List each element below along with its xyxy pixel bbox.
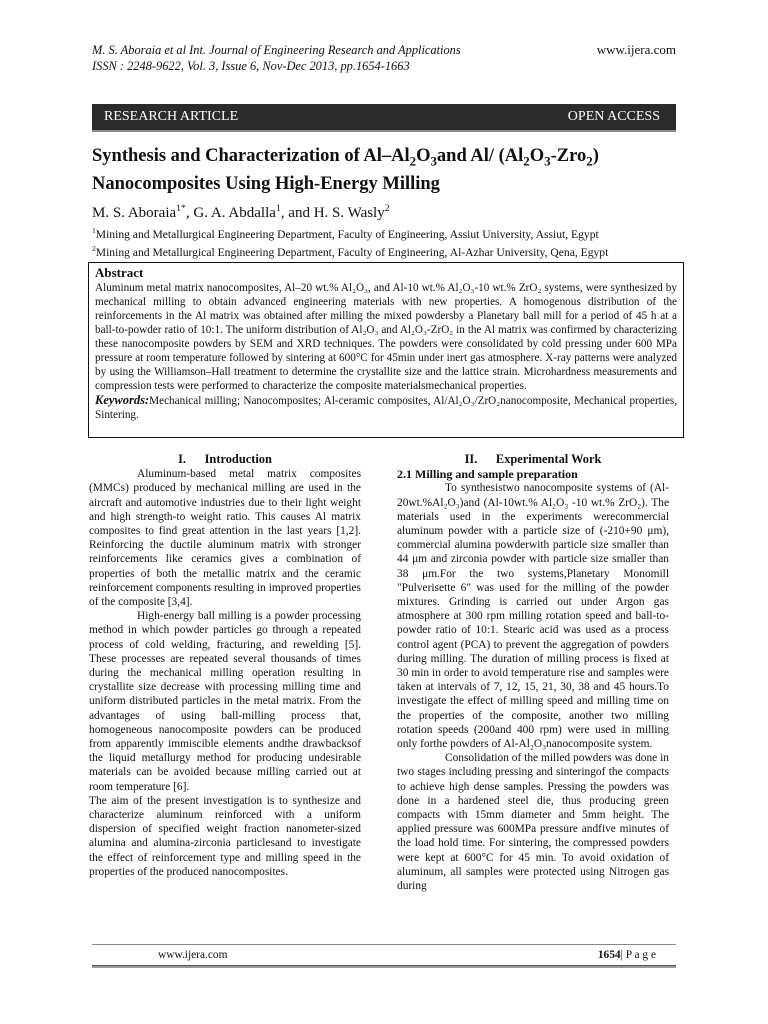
- page-number: 1654| P a g e: [597, 949, 656, 961]
- intro-paragraph-3: The aim of the present investigation is to synthesize and characterize aluminum reinforced with a uniform dispersion of specified weight fraction nanometer-sized alumina and alumina-zirconia particlesand to investigate the effect of reinforcement type and milling speed in the properties of the produced nanocomposites.: [89, 794, 361, 878]
- author-3: , and H. S. Wasly: [280, 205, 385, 221]
- research-article-label: RESEARCH ARTICLE: [104, 109, 239, 124]
- column-right: [397, 452, 669, 893]
- column-left: [89, 452, 361, 879]
- page-footer: [92, 944, 676, 966]
- keywords-text: Mechanical milling; Nanocomposites; Al-ceramic composites, Al/Al₂O₃/ZrO₂nanocomposite, Mechanical properties, Sintering.: [95, 395, 677, 421]
- header-website-link[interactable]: www.ijera.com: [596, 42, 676, 57]
- intro-paragraph-2: High-energy ball milling is a powder processing method in which powder particles go through a repeated process of cold welding, fracturing, and rewelding [5]. These processes are repeated several thousands of times during the mechanical milling operation resulting in crystallite size decrease with processing milling time and uniform distributed particles in the metal matrix. From the advantages of using ball-milling process that, homogeneous nanocomposite powders can be produced from apparently immiscible elements andthe drawbacksof the liquid metallurgy method for producing undesirable materials can be avoided because milling carried out at room temperature [6].: [89, 610, 361, 793]
- abstract-box: [88, 262, 684, 438]
- experimental-paragraph-1: To synthesistwo nanocomposite systems of (Al-20wt.%Al₂O₃)and (Al-10wt.% Al₂O₃ -10 wt.% ZrO₂). The materials used in the experiments werecommercial aluminum powder with a particle size of (-210+90 μm), commercial alumina powderwith particle size smaller than 44 μm and zirconia powder with particle size smaller than 38 μm.For the two systems,Planetary Monomill "Pulverisette 6" was used for the milling of the powder mixtures. Grinding is carried out under Argon gas atmosphere at 300 rpm milling rotation speed and ball-to-powder ratio of 10:1. Stearic acid was used as a process control agent (PCA) to prevent the aggregation of powders during milling. The duration of milling process is fixed at 30 min in order to avoid temperature rise and samples were taken at intervals of 7, 12, 15, 21, 30, 38 and 45 hours.To investigate the effect of milling speed and milling time on the properties of the composite, another two milling rotation speeds (200and 400 rpm) were used in milling only forthe powders of Al-Al₂O₃nanocomposite system.: [397, 482, 669, 751]
- abstract-heading: Abstract: [95, 265, 144, 280]
- milling-subheading: 2.1 Milling and sample preparation: [397, 467, 578, 482]
- author-list: M. S. Aboraia$^{1*}$, G. A. Abdalla$^1$, and H. S. Wasly$^2$: [92, 203, 390, 221]
- affiliation-1: $^1$Mining and Metallurgical Engineering Department, Faculty of Engineering, Assiut University, Assiut, Egypt: [92, 226, 599, 241]
- open-access-label: OPEN ACCESS: [567, 109, 660, 124]
- paper-title: [92, 145, 692, 195]
- article-type-banner: [92, 104, 676, 130]
- journal-citation: [92, 42, 461, 74]
- abstract-text: Aluminum metal matrix nanocomposites, Al–20 wt.% Al₂O₃, and Al-10 wt.% Al₂O₃-10 wt.% ZrO₂ systems, were synthesized by mechanical milling to obtain advanced engineering materials with new properties. A homogenous distribution of the reinforcements in the Al matrix was obtained after milling the mixed powdersby a Planetary ball mill for a period of 45 h at a ball-to-powder ratio of 10:1. The uniform distribution of Al₂O₃ and Al₂O₃-ZrO₂ in the Al matrix was confirmed by characterizing these nanocomposite powders by SEM and XRD techniques. The powders were consolidated by cold pressing under 600 MPa pressure at room temperature followed by sintering at 600°C for 45min under inert gas atmosphere. X-ray patterns were analyzed by using the Williamson–Hall treatment to determine the crystallite size and the lattice strain. Microhardness measurements and compression tests were performed to characterize the composite materialsmechanical properties.: [95, 282, 677, 392]
- intro-paragraph-1: Aluminum-based metal matrix composites (MMCs) produced by mechanical milling are used in the aircraft and automotive industries due to their light weight and high strength-to weight ratio. This causes Al matrix composites to find great attention in the last years [1,2]. Reinforcing the ductile aluminum matrix with stronger reinforcements like ceramics gives a combination of properties of both the metallic matrix and the ceramic reinforcement components resulting in improved properties of the composite [3,4].: [89, 468, 361, 609]
- author-1: M. S. Aboraia: [92, 205, 177, 221]
- experimental-heading: II. Experimental Work: [464, 452, 602, 466]
- title-line-1: Synthesis and Characterization of $Al-Al_2O_3and$ Al/ $(Al_2O_3-Zro_2)$: [92, 146, 599, 169]
- citation-line-2: ISSN : 2248-9622, Vol. 3, Issue 6, Nov-Dec 2013, pp.1654-1663: [92, 59, 410, 73]
- affiliation-2: $^2$Mining and Metallurgical Engineering Department, Faculty of Engineering, Al-Azhar University, Qena, Egypt: [92, 243, 609, 259]
- affiliations: [92, 224, 692, 260]
- experimental-paragraph-2: Consolidation of the milled powders was done in two stages including pressing and sinteringof the compacts to achieve high dense samples. Pressing the powders was done in a hardened steel die, thus producing green compacts with 15mm diameter and 5mm height. The applied pressure was 600MPa pressure andfive minutes of the load hold time. For sintering, the compressed powders were kept at 600°C for 45 min. To avoid oxidation of aluminum, all samples were protected using Nitrogen gas during: [397, 752, 669, 893]
- author-2: , G. A. Abdalla: [185, 205, 276, 221]
- keywords-label: Keywords:: [95, 393, 150, 407]
- keywords: [95, 393, 677, 422]
- citation-line-1: M. S. Aboraia et al Int. Journal of Engineering Research and Applications: [92, 43, 461, 57]
- title-line-2: Nanocomposites Using High-Energy Milling: [92, 173, 440, 194]
- footer-website-link[interactable]: www.ijera.com: [158, 949, 228, 961]
- introduction-heading: I. Introduction: [178, 452, 272, 466]
